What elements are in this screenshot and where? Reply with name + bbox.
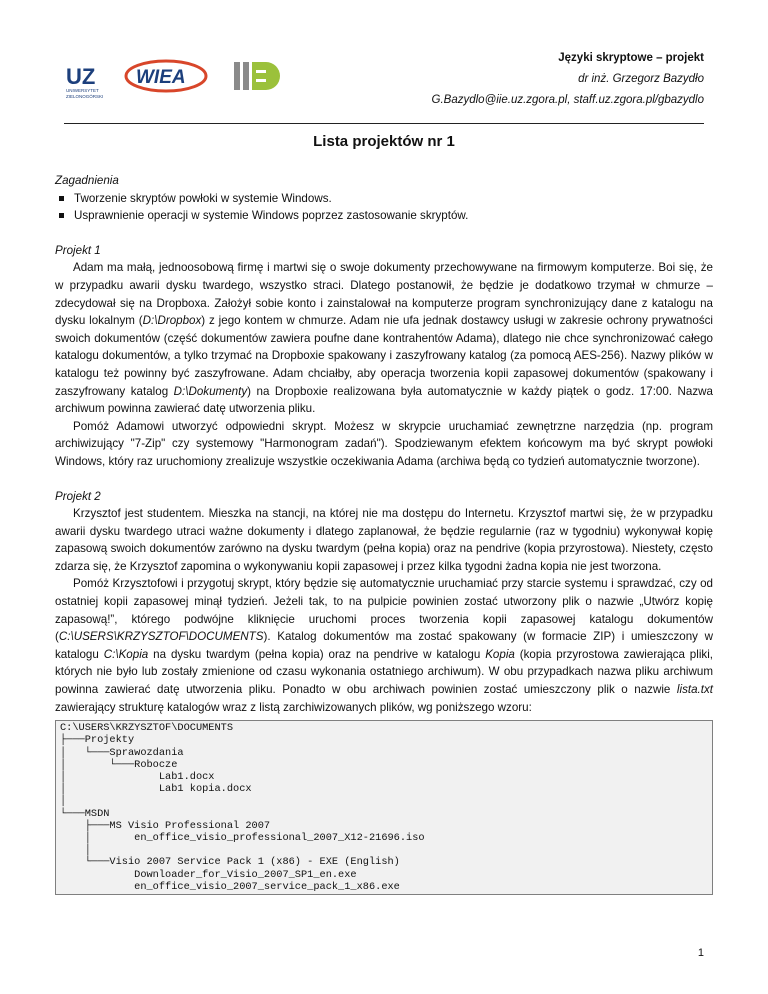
svg-text:WIEA: WIEA [136,67,186,88]
wiea-logo [126,61,206,91]
page-title: Lista projektów nr 1 [313,133,455,150]
project1-paragraph-1: Adam ma małą, jednoosobową firmę i martwi się o swoje dokumenty przechowywane na firmowym komputerze. Boi się, że w przypadku awarii dysku twardego, wszystko straci. Dlatego postanowił, że będzie je dodatkowo trzymał w chmurze – zdecydował się na Dropboxa. Założył sobie konto i zainstalował na komputerze program synchronizujący dane z katalogu na dysku lokalnym (D:\Dropbox) z jego kontem w chmurze. Adam nie ufa jednak dostawcy usługi w zakresie ochrony prywatności swoich dokumentów (część dokumentów zawiera poufne dane kontrahentów Adama), dlatego nie chce synchronizować całego katalogu dokumentów, a tylko trzymać na Dropboxie spakowany i zaszyfrowany katalog (za pomocą AES-256). Nazwy plików w katalogu też powinny być zaszyfrowane. Adam chciałby, aby operacja tworzenia kopii zapasowej dokumentów (spakowany i zaszyfrowany katalog D:\Dokumenty) na Dropboxie realizowana była automatycznie w każdy piątek o godz. 17:00. Nazwa archiwum powinna zawierać datę utworzenia pliku. [55,261,713,416]
page-header [432,48,704,111]
project2-heading: Projekt 2 [55,489,101,503]
university-logos [64,58,364,102]
document-body [55,172,713,895]
svg-text:UNIWERSYTET: UNIWERSYTET [66,88,99,93]
topics-heading: Zagadnienia [55,174,119,187]
header-divider [64,123,704,124]
author-name: dr inż. Grzegorz Bazydło [578,73,704,85]
svg-text:UZ: UZ [66,64,96,89]
course-name: Języki skryptowe – projekt [558,52,704,64]
uz-logo [66,64,103,99]
topic-item: Usprawnienie operacji w systemie Windows poprzez zastosowanie skryptów. [55,207,713,225]
author-contact: G.Bazydlo@iie.uz.zgora.pl, staff.uz.zgora.pl/gbazydlo [431,94,704,106]
page-number: 1 [697,947,704,959]
topic-item: Tworzenie skryptów powłoki w systemie Windows. [55,190,713,208]
directory-tree-example: C:\USERS\KRZYSZTOF\DOCUMENTS ├───Projekty │ └───Sprawozdania │ └───Robocze │ Lab1.docx │ Lab1 kopia.docx │ └───MSDN ├───MS Visio Professional 2007 │ en_office_visio_professional_2007_X12-21696.iso │ └───Visio 2007 Service Pack 1 (x86) - EXE (English) Downloader_for_Visio_2007_SP1_en.exe en_office_visio_2007_service_pack_1_x86.exe [55,720,713,895]
iie-logo [234,62,280,90]
project2-paragraph-2: Pomóż Krzysztofowi i przygotuj skrypt, który będzie się automatycznie uruchamiać przy starcie systemu i sprawdzać, czy od ostatniej kopii zapasowej minął tydzień. Jeżeli tak, to na pulpicie powinien zostać utworzony plik o nazwie „Utwórz kopię zapasową!”, którego podwójne kliknięcie uruchomi proces tworzenia kopii zapasowej katalogu dokumentów (C:\USERS\KRZYSZTOF\DOCUMENTS). Katalog dokumentów ma zostać spakowany (w formacie ZIP) i umieszczony w katalogu C:\Kopia na dysku twardym (pełna kopia) oraz na pendrive w katalogu Kopia (kopia przyrostowa zawierająca pliki, których nie było lub zostały zmienione od czasu wykonania ostatniego archiwum). W obu przypadkach nazwa pliku archiwum powinna zawierać datę utworzenia pliku. Ponadto w obu archiwach powinien zostać umieszczony plik o nazwie lista.txt zawierający strukturę katalogów wraz z listą zarchiwizowanych plików, wg poniższego wzoru: [55,577,713,714]
topics-list [55,190,713,225]
project1-paragraph-2: Pomóż Adamowi utworzyć odpowiedni skrypt. Możesz w skrypcie uruchamiać zewnętrzne narzędzia (np. program archiwizujący "7-Zip" czy systemowy "Harmonogram zadań"). Spodziewanym efektem końcowym ma być skrypt powłoki Windows, który raz uruchomiony zrealizuje wszystkie oczekiwania Adama (archiwa będą co tydzień automatycznie tworzone). [55,419,713,468]
svg-text:ZIELONOGÓRSKI: ZIELONOGÓRSKI [66,94,104,99]
project1-heading: Projekt 1 [55,243,101,257]
project2-paragraph-1: Krzysztof jest studentem. Mieszka na stancji, na której nie ma dostępu do Internetu. Krzysztof martwi się, że w przypadku awarii dysku twardego utraci ważne dokumenty i dlatego zaplanował, że będzie regularnie (raz w tygodniu) wykonywał kopię zapasową swoich dokumentów zarówno na dysku twardym (pełna kopia) oraz na pendrive (kopia przyrostowa). Niestety, często zdarza się, że Krzysztof zapomina o wykonywaniu kopii zapasowej i przez kilka tygodni żadna kopia nie jest tworzona. [55,507,713,573]
